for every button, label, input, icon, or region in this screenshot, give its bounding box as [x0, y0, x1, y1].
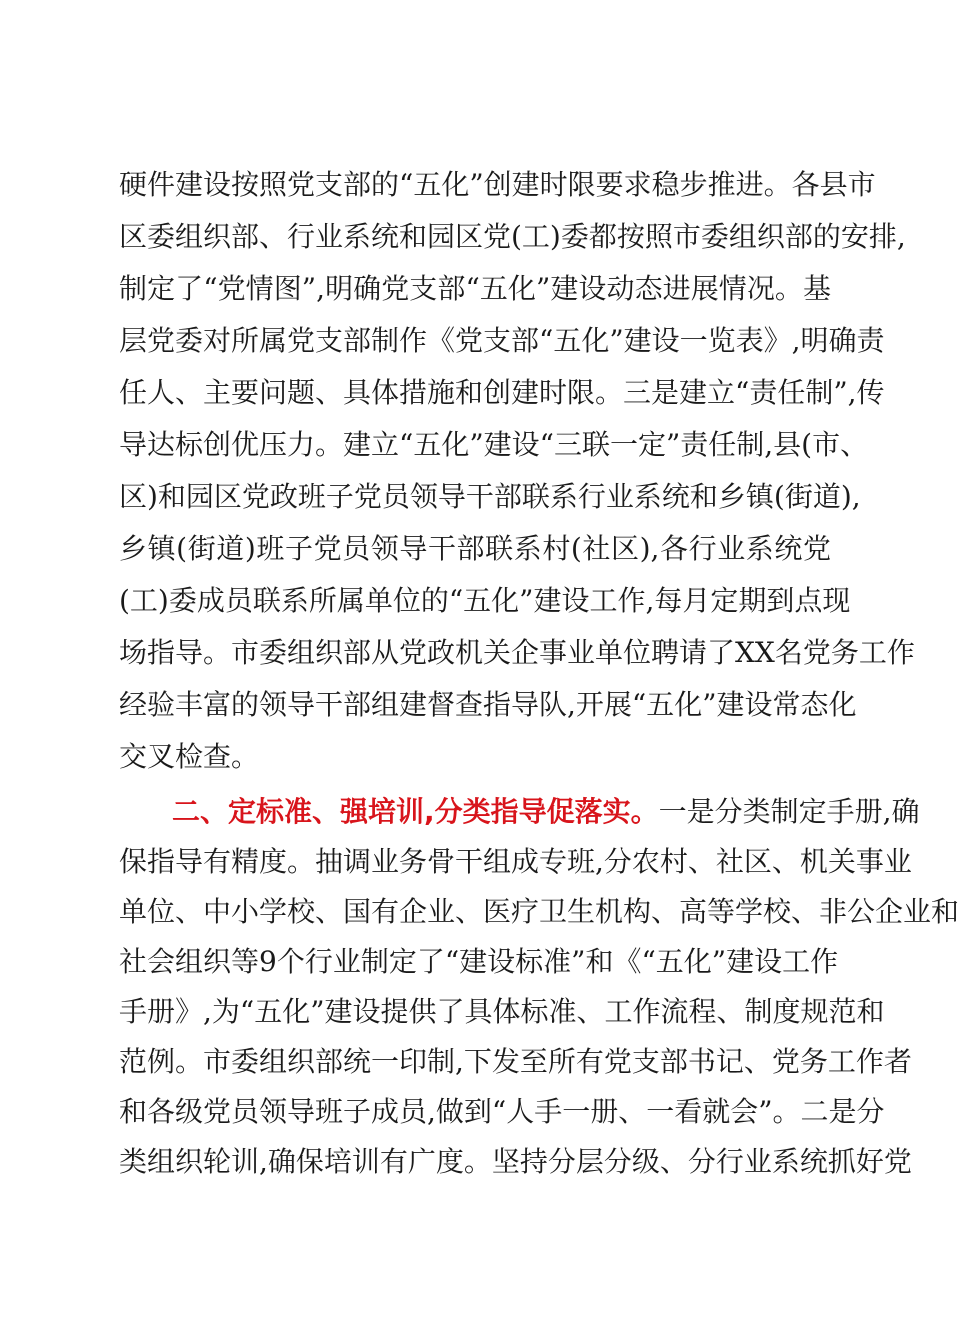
paragraph-1-line-3: 制定了“党情图”,明确党支部“五化”建设动态进展情况。基 — [119, 272, 831, 305]
paragraph-2-line-7: 和各级党员领导班子成员,做到“人手一册、一看就会”。二是分 — [119, 1095, 885, 1128]
paragraph-1-line-12: 交叉检查。 — [119, 740, 260, 773]
paragraph-2-line-3: 单位、中小学校、国有企业、医疗卫生机构、高等学校、非公企业和 — [119, 895, 959, 928]
paragraph-1-line-8: 乡镇(街道)班子党员领导干部联系村(社区),各行业系统党 — [119, 532, 831, 565]
section-heading: 二、定标准、强培训,分类指导促落实。 — [172, 795, 659, 828]
paragraph-1-line-2: 区委组织部、行业系统和园区党(工)委都按照市委组织部的安排, — [119, 220, 906, 253]
paragraph-2-line-8: 类组织轮训,确保培训有广度。坚持分层分级、分行业系统抓好党 — [119, 1145, 912, 1178]
paragraph-1-line-6: 导达标创优压力。建立“五化”建设“三联一定”责任制,县(市、 — [119, 428, 869, 461]
paragraph-1-line-5: 任人、主要问题、具体措施和创建时限。三是建立“责任制”,传 — [119, 376, 885, 409]
paragraph-1-line-10: 场指导。市委组织部从党政机关企事业单位聘请了XX名党务工作 — [119, 636, 915, 669]
paragraph-2-line-2: 保指导有精度。抽调业务骨干组成专班,分农村、社区、机关事业 — [119, 845, 912, 878]
paragraph-2-line-6: 范例。市委组织部统一印制,下发至所有党支部书记、党务工作者 — [119, 1045, 912, 1078]
paragraph-1-line-1: 硬件建设按照党支部的“五化”创建时限要求稳步推进。各县市 — [119, 168, 876, 201]
paragraph-2-line-5: 手册》,为“五化”建设提供了具体标准、工作流程、制度规范和 — [119, 995, 885, 1028]
paragraph-1-line-4: 层党委对所属党支部制作《党支部“五化”建设一览表》,明确责 — [119, 324, 885, 357]
paragraph-2-line-1 — [172, 787, 920, 837]
paragraph-2-line-4: 社会组织等9个行业制定了“建设标准”和《“五化”建设工作 — [119, 945, 839, 978]
paragraph-1-line-7: 区)和园区党政班子党员领导干部联系行业系统和乡镇(街道), — [119, 480, 861, 513]
paragraph-1-line-9: (工)委成员联系所属单位的“五化”建设工作,每月定期到点现 — [119, 584, 851, 617]
paragraph-1-line-11: 经验丰富的领导干部组建督查指导队,开展“五化”建设常态化 — [119, 688, 857, 721]
paragraph-2-line-1-rest: 一是分类制定手册,确 — [658, 795, 920, 828]
